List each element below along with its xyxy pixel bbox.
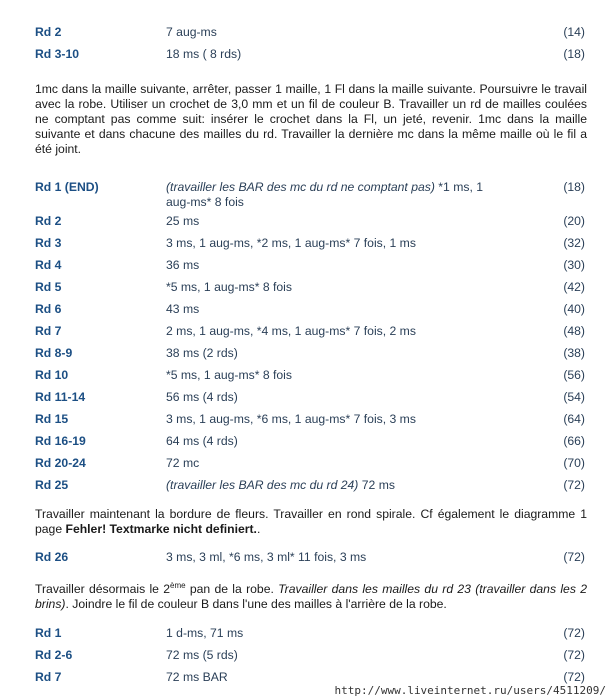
stitch-count: (40) xyxy=(563,302,585,316)
round-instruction: (travailler les BAR des mc du rd 24) 72 ms xyxy=(166,478,395,492)
stitch-count: (32) xyxy=(563,236,585,250)
round-label: Rd 25 xyxy=(35,478,69,492)
stitch-count: (56) xyxy=(563,368,585,382)
round-instruction: 38 ms (2 rds) xyxy=(166,346,238,360)
broken-bookmark-reference: Fehler! Textmarke nicht definiert. xyxy=(65,522,257,536)
round-instruction: *5 ms, 1 aug-ms* 8 fois xyxy=(166,368,292,382)
round-instruction: 64 ms (4 rds) xyxy=(166,434,238,448)
round-label: Rd 3 xyxy=(35,236,62,250)
stitch-count: (18) xyxy=(563,180,585,194)
stitch-count: (72) xyxy=(563,478,585,492)
round-label: Rd 6 xyxy=(35,302,62,316)
round-label: Rd 7 xyxy=(35,670,62,684)
round-instruction: 56 ms (4 rds) xyxy=(166,390,238,404)
round-label: Rd 1 (END) xyxy=(35,180,99,194)
stitch-count: (30) xyxy=(563,258,585,272)
stitch-count: (70) xyxy=(563,456,585,470)
round-label: Rd 4 xyxy=(35,258,62,272)
round-label: Rd 1 xyxy=(35,626,62,640)
stitch-count: (18) xyxy=(563,47,585,61)
stitch-count: (20) xyxy=(563,214,585,228)
stitch-count: (54) xyxy=(563,390,585,404)
round-label: Rd 10 xyxy=(35,368,69,382)
instruction-paragraph: Travailler maintenant la bordure de fleurs. Travailler en rond spirale. Cf également le diagramme 1 page Fehler! Textmarke nicht definiert.. xyxy=(35,507,587,536)
round-instruction: 18 ms ( 8 rds) xyxy=(166,47,242,61)
round-label: Rd 16-19 xyxy=(35,434,86,448)
round-label: Rd 2-6 xyxy=(35,648,73,662)
round-label: Rd 8-9 xyxy=(35,346,73,360)
stitch-count: (72) xyxy=(563,550,585,564)
round-instruction: 25 ms xyxy=(166,214,200,228)
round-label: Rd 20-24 xyxy=(35,456,86,470)
stitch-count: (42) xyxy=(563,280,585,294)
round-label: Rd 7 xyxy=(35,324,62,338)
round-instruction: 36 ms xyxy=(166,258,200,272)
stitch-count: (38) xyxy=(563,346,585,360)
round-instruction: 1 d-ms, 71 ms xyxy=(166,626,244,640)
stitch-count: (72) xyxy=(563,648,585,662)
round-instruction: 72 mc xyxy=(166,456,200,470)
round-instruction: *5 ms, 1 aug-ms* 8 fois xyxy=(166,280,292,294)
round-label: Rd 11-14 xyxy=(35,390,86,404)
stitch-count: (48) xyxy=(563,324,585,338)
round-instruction: 3 ms, 1 aug-ms, *6 ms, 1 aug-ms* 7 fois, 3 ms xyxy=(166,412,416,426)
round-label: Rd 26 xyxy=(35,550,69,564)
round-label: Rd 2 xyxy=(35,214,62,228)
round-label: Rd 5 xyxy=(35,280,62,294)
instruction-paragraph: Travailler désormais le 2ème pan de la robe. Travailler dans les mailles du rd 23 (travailler dans les 2 brins). Joindre le fil de couleur B dans l'une des mailles à l'arrière de la robe. xyxy=(35,581,587,612)
round-instruction: 72 ms BAR xyxy=(166,670,228,684)
round-label: Rd 15 xyxy=(35,412,69,426)
stitch-count: (72) xyxy=(563,626,585,640)
stitch-count: (14) xyxy=(563,25,585,39)
stitch-count: (72) xyxy=(563,670,585,684)
watermark-url: http://www.liveinternet.ru/users/4511209/ xyxy=(334,684,606,697)
round-instruction: 2 ms, 1 aug-ms, *4 ms, 1 aug-ms* 7 fois, 2 ms xyxy=(166,324,416,338)
stitch-count: (66) xyxy=(563,434,585,448)
round-instruction: 72 ms (5 rds) xyxy=(166,648,238,662)
round-instruction: 7 aug-ms xyxy=(166,25,217,39)
round-label: Rd 3-10 xyxy=(35,47,80,61)
round-instruction: (travailler les BAR des mc du rd ne comptant pas) *1 ms, 1 aug-ms* 8 fois xyxy=(166,180,484,209)
stitch-count: (64) xyxy=(563,412,585,426)
round-label: Rd 2 xyxy=(35,25,62,39)
round-instruction: 3 ms, 1 aug-ms, *2 ms, 1 aug-ms* 7 fois, 1 ms xyxy=(166,236,416,250)
instruction-paragraph: 1mc dans la maille suivante, arrêter, passer 1 maille, 1 Fl dans la maille suivante. Poursuivre le travail avec la robe. Utiliser un crochet de 3,0 mm et un fil de couleur B. Travailler un rd de mailles coulées ne comptant pas comme suit: insérer le crochet dans la Fl, un jeté, revenir. 1mc dans la maille suivante et dans chacune des mailles du rd. Travailler la dernière mc dans la même maille où le fil a été joint. xyxy=(35,82,587,156)
round-instruction: 3 ms, 3 ml, *6 ms, 3 ml* 11 fois, 3 ms xyxy=(166,550,367,564)
round-instruction: 43 ms xyxy=(166,302,200,316)
